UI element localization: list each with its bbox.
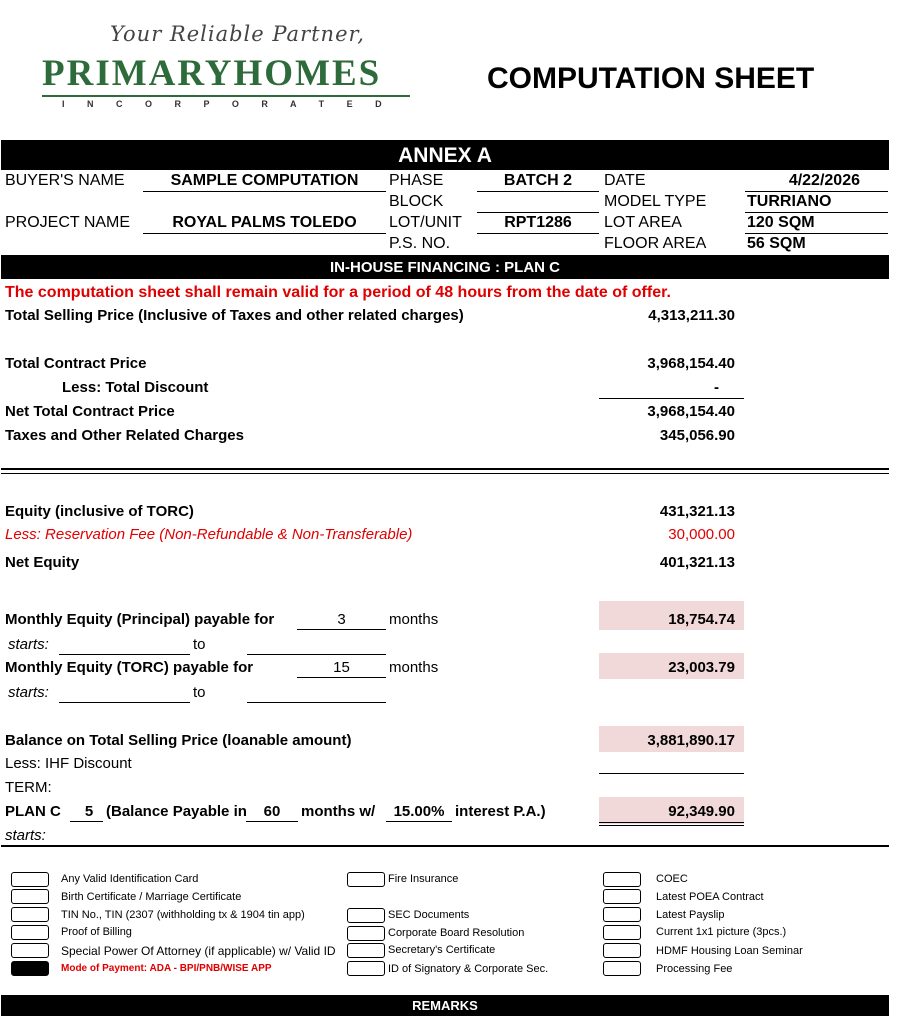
discount-value: - [714, 379, 719, 396]
me-torc-months-label: months [389, 659, 439, 676]
date-label: DATE [604, 172, 646, 189]
model-label: MODEL TYPE [604, 193, 707, 210]
net-equity-value: 401,321.13 [659, 554, 735, 571]
balance-label: Balance on Total Selling Price (loanable amount) [5, 732, 352, 749]
check-label-birth-cert: Birth Certificate / Marriage Certificate [61, 891, 242, 903]
me-torc-label: Monthly Equity (TORC) payable for [5, 659, 254, 676]
checkbox-signatory-id[interactable] [347, 961, 385, 976]
tsp-label: Total Selling Price (Inclusive of Taxes and other related charges) [5, 307, 464, 324]
validity-note: The computation sheet shall remain valid for a period of 48 hours from the date of offer. [5, 284, 671, 301]
check-label-fire-insurance: Fire Insurance [388, 873, 459, 885]
me-torc-months-underline [297, 677, 386, 678]
tcp-label: Total Contract Price [5, 355, 147, 372]
torc-value: 345,056.90 [659, 427, 735, 444]
plan-rate: 15.00% [393, 803, 445, 820]
project-value: ROYAL PALMS TOLEDO [172, 214, 357, 231]
me-torc-months: 15 [333, 659, 350, 676]
equity-value: 431,321.13 [659, 503, 735, 520]
checkbox-birth-cert[interactable] [11, 889, 49, 904]
checkbox-fire-insurance[interactable] [347, 872, 385, 887]
checkbox-board-resolution[interactable] [347, 926, 385, 941]
to-input-2[interactable] [247, 702, 386, 703]
ntcp-label: Net Total Contract Price [5, 403, 175, 420]
floor-area-value: 56 SQM [747, 235, 806, 252]
plan-bar [1, 255, 889, 279]
to-label-2: to [193, 684, 206, 701]
checkbox-sec-docs[interactable] [347, 908, 385, 923]
logo-sub: I N C O R P O R A T E D [62, 99, 392, 109]
checklist-divider [1, 845, 889, 847]
me-principal-months: 3 [337, 611, 346, 628]
torc-label: Taxes and Other Related Charges [5, 427, 244, 444]
checkbox-spa[interactable] [11, 943, 49, 958]
lot-area-value: 120 SQM [747, 214, 815, 231]
me-principal-label: Monthly Equity (Principal) payable for [5, 611, 275, 628]
lot-area-label: LOT AREA [604, 214, 682, 231]
model-value: TURRIANO [747, 193, 832, 210]
check-label-proof-billing: Proof of Billing [61, 926, 132, 938]
starts-input-2[interactable] [59, 702, 190, 703]
check-label-secretary-cert: Secretary's Certificate [388, 944, 496, 956]
balance-value: 3,881,890.17 [647, 732, 735, 749]
starts-label-1: starts: [8, 636, 49, 653]
logo-tagline: Your Reliable Partner, [110, 22, 365, 46]
discount-label: Less: Total Discount [62, 379, 209, 396]
lot-underline [477, 233, 599, 234]
checkbox-proof-billing[interactable] [11, 925, 49, 940]
company-logo [40, 18, 420, 118]
equity-label: Equity (inclusive of TORC) [5, 503, 194, 520]
check-label-signatory-id: ID of Signatory & Corporate Sec. [388, 963, 549, 975]
tcp-value: 3,968,154.40 [647, 355, 735, 372]
plan-label: PLAN C [5, 803, 61, 820]
reservation-label: Less: Reservation Fee (Non-Refundable & Non-Transferable) [5, 526, 413, 543]
buyer-underline [143, 191, 386, 192]
plan-num-underline [70, 821, 103, 822]
check-label-poea: Latest POEA Contract [656, 891, 764, 903]
starts-label-3: starts: [5, 827, 46, 844]
ihf-discount-underline [599, 773, 744, 774]
lot-value: RPT1286 [504, 214, 572, 231]
plan-rate-underline [386, 821, 452, 822]
net-equity-label: Net Equity [5, 554, 80, 571]
logo-name: PRIMARYHOMES [42, 53, 382, 94]
me-torc-value: 23,003.79 [668, 659, 735, 676]
to-label-1: to [193, 636, 206, 653]
check-label-hdmf-seminar: HDMF Housing Loan Seminar [656, 945, 803, 957]
check-label-board-resolution: Corporate Board Resolution [388, 927, 525, 939]
plan-value-double-underline [599, 822, 744, 826]
plan-text2: months w/ [301, 803, 376, 820]
checkbox-payslip[interactable] [603, 907, 641, 922]
phase-value: BATCH 2 [503, 172, 573, 189]
lot-area-underline [745, 233, 888, 234]
floor-area-label: FLOOR AREA [604, 235, 707, 252]
plan-months: 60 [263, 803, 281, 820]
remarks-bar [1, 995, 889, 1016]
ntcp-value: 3,968,154.40 [647, 403, 735, 420]
ps-label: P.S. NO. [389, 235, 451, 252]
checkbox-coec[interactable] [603, 872, 641, 887]
checkbox-secretary-cert[interactable] [347, 943, 385, 958]
project-underline [143, 233, 386, 234]
checkbox-mode-payment[interactable] [11, 961, 49, 976]
block-label: BLOCK [389, 193, 444, 210]
discount-underline [599, 398, 744, 399]
section-divider [1, 468, 889, 474]
starts-label-2: starts: [8, 684, 49, 701]
check-label-picture: Current 1x1 picture (3pcs.) [656, 926, 787, 938]
check-label-mode-payment: Mode of Payment: ADA - BPI/PNB/WISE APP [61, 963, 272, 974]
term-label: TERM: [5, 779, 52, 796]
date-value: 4/22/2026 [788, 172, 860, 189]
phase-underline [477, 191, 599, 192]
checkbox-tin[interactable] [11, 907, 49, 922]
check-label-spa: Special Power Of Attorney (if applicable) w/ Valid ID [61, 944, 336, 958]
project-label: PROJECT NAME [5, 214, 131, 231]
check-label-tin: TIN No., TIN (2307 (withholding tx & 1904 tin app) [61, 909, 305, 921]
starts-input-1[interactable] [59, 654, 190, 655]
page-title: COMPUTATION SHEET [487, 62, 815, 95]
model-underline [745, 212, 888, 213]
plan-text3: interest P.A.) [455, 803, 546, 820]
buyer-value: SAMPLE COMPUTATION [170, 172, 359, 189]
plan-value: 92,349.90 [668, 803, 735, 820]
checkbox-valid-id[interactable] [11, 872, 49, 887]
check-label-processing-fee: Processing Fee [656, 963, 733, 975]
ihf-discount-label: Less: IHF Discount [5, 755, 132, 772]
checkbox-processing-fee[interactable] [603, 961, 641, 976]
me-principal-value: 18,754.74 [668, 611, 735, 628]
check-label-coec: COEC [656, 873, 688, 885]
checkbox-hdmf-seminar[interactable] [603, 943, 641, 958]
reservation-value: 30,000.00 [668, 526, 735, 543]
plan-months-underline [246, 821, 298, 822]
tsp-value: 4,313,211.30 [648, 307, 735, 324]
me-principal-months-label: months [389, 611, 439, 628]
check-label-valid-id: Any Valid Identification Card [61, 873, 199, 885]
plan-text1: (Balance Payable in [106, 803, 247, 820]
plan-bar-title: IN-HOUSE FINANCING : PLAN C [330, 259, 560, 276]
annex-title: ANNEX A [398, 144, 492, 167]
block-underline [477, 212, 599, 213]
checkbox-poea[interactable] [603, 889, 641, 904]
logo-underline [42, 95, 410, 97]
plan-num: 5 [84, 803, 94, 820]
date-underline [745, 191, 888, 192]
annex-bar [1, 140, 889, 170]
lot-label: LOT/UNIT [389, 214, 462, 231]
me-principal-months-underline [297, 629, 386, 630]
buyer-label: BUYER'S NAME [5, 172, 125, 189]
phase-label: PHASE [389, 172, 444, 189]
check-label-payslip: Latest Payslip [656, 909, 725, 921]
checkbox-picture[interactable] [603, 925, 641, 940]
remarks-title: REMARKS [412, 998, 478, 1013]
to-input-1[interactable] [247, 654, 386, 655]
check-label-sec-docs: SEC Documents [388, 909, 470, 921]
